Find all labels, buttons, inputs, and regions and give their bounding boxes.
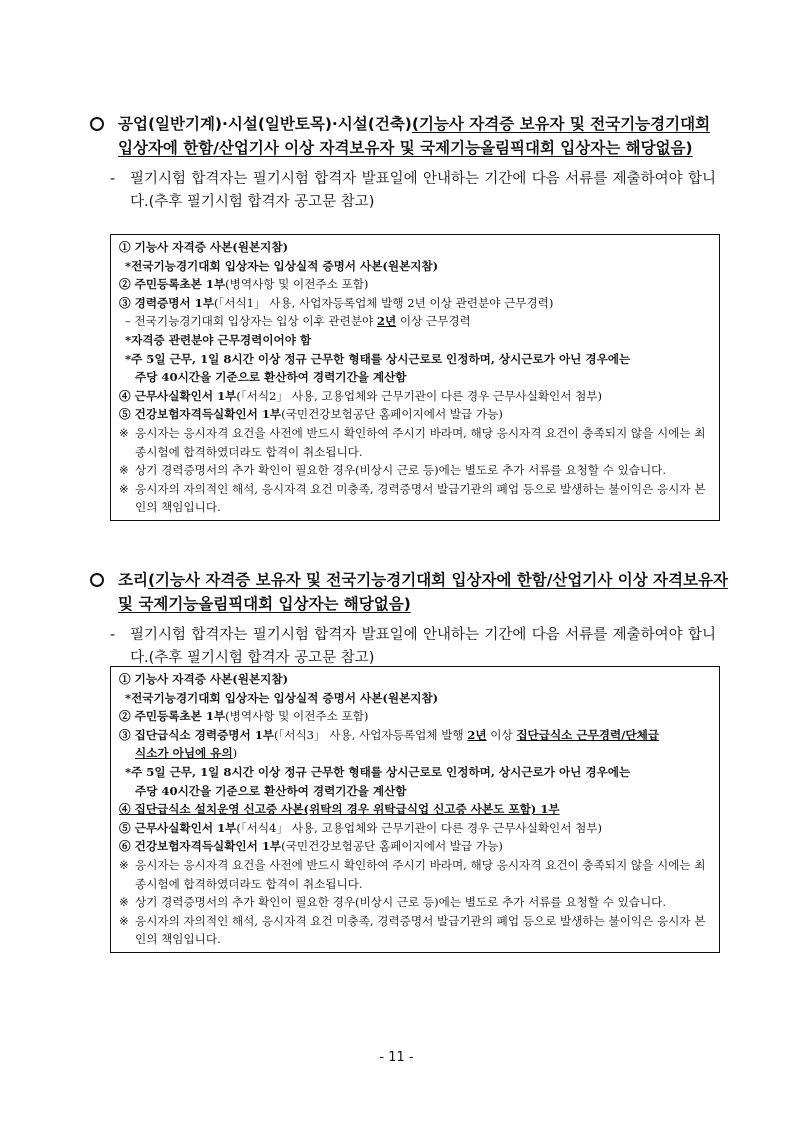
circle-bullet-icon	[90, 573, 104, 587]
reference-mark-icon: ※	[119, 895, 129, 910]
doc-item-5-title: ⑤ 근무사실확인서 1부	[119, 820, 237, 835]
doc-item-3-emphasis-cont: 식소가 아님에 유의	[135, 746, 233, 761]
doc-item-6-title: ⑥ 건강보험자격득실확인서 1부	[119, 839, 282, 854]
notice-2-text: 상기 경력증명서의 추가 확인이 필요한 경우(비상시 근로 등)에는 별도로 추가 서류를 요청할 수 있습니다.	[135, 463, 667, 478]
doc-item-3-close: )	[232, 746, 238, 761]
doc-note-related-field: *자격증 관련분야 근무경력이어야 함	[125, 332, 312, 347]
dash-marker: -	[110, 627, 116, 643]
section-description	[90, 624, 730, 670]
notice-2-text: 상기 경력증명서의 추가 확인이 필요한 경우(비상시 근로 등)에는 별도로 추가 서류를 요청할 수 있습니다.	[135, 895, 667, 910]
notice-3	[119, 480, 711, 517]
doc-item-3	[119, 294, 711, 313]
section-heading	[90, 112, 730, 160]
doc-note-fulltime: *주 5일 근무, 1일 8시간 이상 정규 근무한 형태를 상시근로로 인정하며, 상시근로가 아닌 경우에는	[125, 764, 631, 779]
doc-item-2-title: ② 주민등록초본 1부	[119, 709, 226, 724]
doc-item-3-emphasis: 집단급식소 근무경력/단체급	[516, 727, 660, 742]
doc-item-2	[119, 707, 711, 726]
notice-1-text: 응시자는 응시자격 요건을 사전에 반드시 확인하여 주시기 바라며, 해당 응시자격 요건이 충족되지 않을 시에는 최종시험에 합격하였더라도 합격이 취소됩니다.	[135, 425, 706, 459]
doc-item-5	[119, 405, 711, 424]
reference-mark-icon: ※	[119, 463, 129, 478]
doc-note-fulltime-cont: 주당 40시간을 기준으로 환산하여 경력기간을 계산함	[135, 370, 407, 385]
heading-plain: 공업(일반기계)·시설(일반토목)·시설(건축)	[118, 115, 412, 133]
doc-item-5-detail: (「서식4」 사용, 고용업체와 근무기관이 다른 경우 근무사실확인서 첨부)	[236, 820, 603, 835]
circle-bullet-icon	[90, 117, 104, 131]
doc-item-6-detail: (국민건강보험공단 홈페이지에서 발급 가능)	[281, 839, 503, 854]
doc-item-3-detail-2: 이상	[486, 727, 517, 742]
doc-item-3	[119, 726, 711, 745]
notice-1	[119, 424, 711, 461]
doc-item-5-detail: (국민건강보험공단 홈페이지에서 발급 가능)	[281, 407, 503, 422]
description-text: 필기시험 합격자는 필기시험 합격자 발표일에 안내하는 기간에 다음 서류를 제출하여야 합니다.(추후 필기시험 합격자 공고문 참고)	[130, 171, 716, 210]
doc-item-6	[119, 837, 711, 856]
doc-note-fulltime: *주 5일 근무, 1일 8시간 이상 정규 근무한 형태를 상시근로로 인정하며, 상시근로가 아닌 경우에는	[125, 351, 631, 366]
heading-underlined: (기능사 자격증 보유자 및 전국기능경기대회 입상자에 한함/산업기사 이상 자격보유자 및 국제기능올림픽대회 입상자는 해당없음)	[118, 115, 711, 157]
notice-3	[119, 912, 711, 949]
doc-item-4: ④ 집단급식소 설치운영 신고증 사본(위탁의 경우 위탁급식업 신고증 사본도 포함) 1부	[119, 802, 560, 817]
doc-item-2-title: ② 주민등록초본 1부	[119, 277, 226, 292]
notice-2	[119, 893, 711, 912]
sub-text-emphasis: 2년	[376, 314, 397, 329]
notice-1	[119, 856, 711, 893]
doc-item-1: ① 기능사 자격증 사본(원본지참)	[119, 672, 289, 686]
section-industrial-facility	[90, 112, 730, 214]
heading-plain: 조리	[118, 571, 148, 589]
doc-note-competition: *전국기능경기대회 입상자는 입상실적 증명서 사본(원본지참)	[125, 690, 439, 705]
doc-item-1: ① 기능사 자격증 사본(원본지참)	[119, 240, 289, 254]
notice-3-text: 응시자의 자의적인 해석, 응시자격 요건 미충족, 경력증명서 발급기관의 폐업 등으로 발생하는 불이익은 응시자 본인의 책임입니다.	[135, 481, 706, 515]
reference-mark-icon: ※	[119, 913, 129, 928]
doc-item-3-title: ③ 경력증명서 1부	[119, 295, 214, 310]
doc-item-4-detail: (「서식2」 사용, 고용업체와 근무기관이 다른 경우 근무사실확인서 첨부)	[236, 388, 603, 403]
page-number: - 11 -	[379, 1050, 414, 1065]
notice-2	[119, 461, 711, 480]
section-cooking	[90, 568, 730, 670]
doc-item-4-title: ④ 근무사실확인서 1부	[119, 388, 237, 403]
doc-note-competition: *전국기능경기대회 입상자는 입상실적 증명서 사본(원본지참)	[125, 258, 439, 273]
reference-mark-icon: ※	[119, 481, 129, 496]
reference-mark-icon: ※	[119, 857, 129, 872]
doc-item-2-detail: (병역사항 및 이전주소 포함)	[225, 709, 369, 724]
required-documents-box	[110, 234, 720, 521]
doc-note-fulltime-cont: 주당 40시간을 기준으로 환산하여 경력기간을 계산함	[135, 783, 407, 798]
section-heading	[90, 568, 730, 616]
doc-item-3-detail: (「서식1」 사용, 사업자등록업체 발행 2년 이상 관련분야 근무경력)	[213, 295, 554, 310]
dash-marker: -	[110, 171, 116, 187]
doc-item-3-title: ③ 집단급식소 경력증명서 1부	[119, 727, 274, 742]
doc-item-3-cont	[119, 744, 711, 763]
heading-underlined: (기능사 자격증 보유자 및 전국기능경기대회 입상자에 한함/산업기사 이상 자격보유자 및 국제기능올림픽대회 입상자는 해당없음)	[118, 571, 728, 613]
doc-item-2-detail: (병역사항 및 이전주소 포함)	[225, 277, 369, 292]
doc-item-3-detail: (「서식3」 사용, 사업자등록업체 발행	[273, 727, 468, 742]
doc-item-2	[119, 275, 711, 294]
doc-item-5	[119, 819, 711, 838]
section-description	[90, 168, 730, 214]
doc-item-3-sub	[119, 312, 711, 331]
sub-text-b: 이상 근무경력	[396, 314, 471, 329]
notice-3-text: 응시자의 자의적인 해석, 응시자격 요건 미충족, 경력증명서 발급기관의 폐업 등으로 발생하는 불이익은 응시자 본인의 책임입니다.	[135, 913, 706, 947]
notice-1-text: 응시자는 응시자격 요건을 사전에 반드시 확인하여 주시기 바라며, 해당 응시자격 요건이 충족되지 않을 시에는 최종시험에 합격하였더라도 합격이 취소됩니다.	[135, 857, 706, 891]
reference-mark-icon: ※	[119, 425, 129, 440]
doc-item-4	[119, 387, 711, 406]
sub-text-a: – 전국기능경기대회 입상자는 입상 이후 관련분야	[125, 314, 377, 329]
doc-item-5-title: ⑤ 건강보험자격득실확인서 1부	[119, 407, 282, 422]
doc-item-3-years: 2년	[467, 727, 487, 742]
required-documents-box	[110, 666, 720, 953]
description-text: 필기시험 합격자는 필기시험 합격자 발표일에 안내하는 기간에 다음 서류를 제출하여야 합니다.(추후 필기시험 합격자 공고문 참고)	[130, 627, 716, 666]
